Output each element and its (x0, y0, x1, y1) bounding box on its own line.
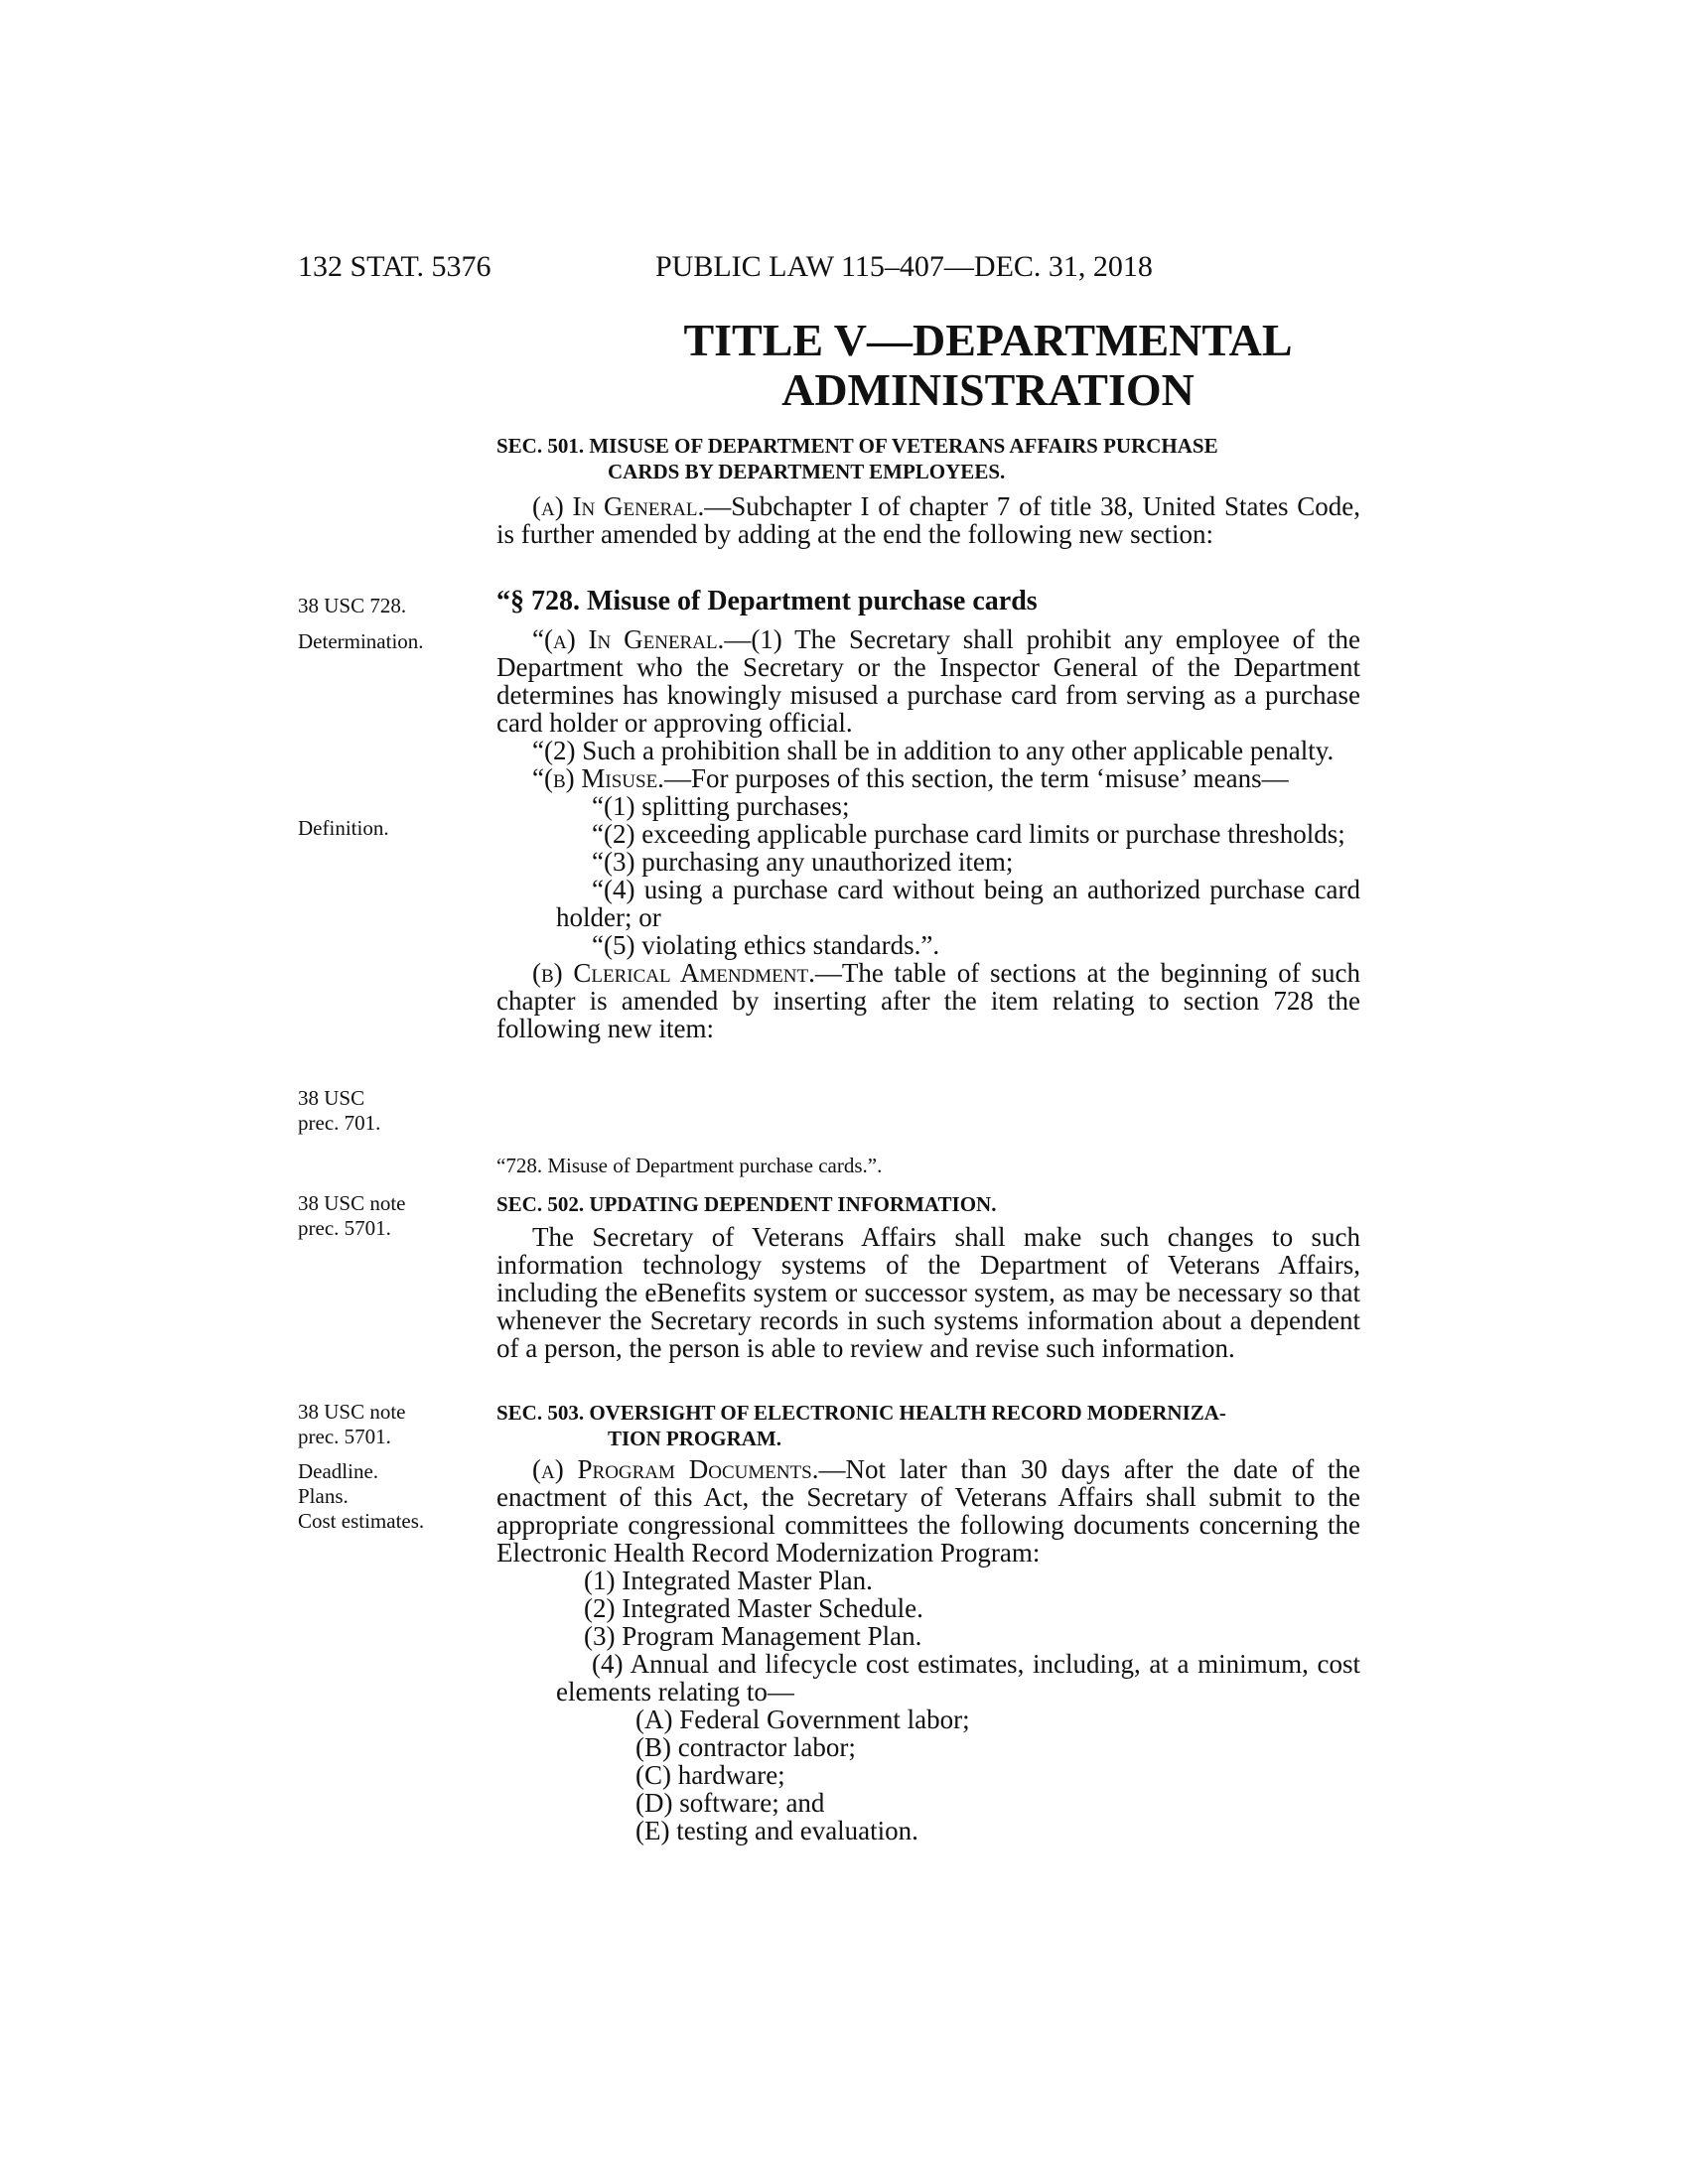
sec-501-heading-line-2: CARDS BY DEPARTMENT EMPLOYEES. (608, 460, 1006, 483)
title-line-1: TITLE V—DEPARTMENTAL (683, 315, 1293, 365)
cost-element-item: (D) software; and (635, 1788, 825, 1818)
margin-note-line: prec. 5701. (298, 1216, 391, 1240)
cost-element-item: (E) testing and evaluation. (635, 1816, 918, 1845)
program-documents-label: (a) Program Documents. (532, 1454, 819, 1484)
sec-503-body (496, 1455, 1360, 1844)
document-item: (2) Integrated Master Schedule. (584, 1593, 923, 1623)
document-item: (3) Program Management Plan. (584, 1621, 922, 1651)
section-728-heading: “§ 728. Misuse of Department purchase cards (496, 586, 1038, 616)
misuse-item: “(1) splitting purchases; (592, 791, 850, 821)
title-line-2: ADMINISTRATION (781, 364, 1195, 415)
margin-note-38-usc-note-sec503 (298, 1400, 467, 1449)
sec-503-heading-line-2: TION PROGRAM. (608, 1427, 781, 1450)
misuse-label: “(b) Misuse. (532, 763, 664, 793)
paragraph-text: —(1) The Secretary shall prohibit any employee of the Department who the Secretary or the Inspector General of the Department determines has knowingly misused a purchase card from serving as a purchase card holder or approving official. (496, 624, 1360, 738)
sec-502-body (496, 1223, 1360, 1362)
title-heading (496, 316, 1479, 415)
cost-element-item: (C) hardware; (635, 1760, 785, 1790)
margin-note-deadline-plans-cost (298, 1459, 467, 1534)
misuse-item: “(3) purchasing any unauthorized item; (592, 847, 1014, 877)
margin-note-definition: Definition. (298, 816, 389, 840)
subsection-text: —Subchapter I of chapter 7 of title 38, United States Code, is further amended by adding at the end the following new section: (496, 491, 1360, 549)
sec-503-heading-line-1: SEC. 503. OVERSIGHT OF ELECTRONIC HEALTH RECORD MODERNIZA- (496, 1401, 1226, 1425)
paragraph-label: “(a) In General. (532, 624, 725, 654)
sec-501-heading (496, 433, 1370, 484)
margin-note-38-usc-note-sec502 (298, 1191, 467, 1241)
sec-503-heading (496, 1400, 1370, 1451)
sec-501-heading-line-1: SEC. 501. MISUSE OF DEPARTMENT OF VETERANS AFFAIRS PURCHASE (496, 434, 1218, 458)
margin-note-38-usc-prec-701 (298, 1086, 467, 1136)
margin-note-line: Deadline. (298, 1459, 379, 1483)
margin-note-line: Cost estimates. (298, 1509, 425, 1533)
section-728-body (496, 625, 1360, 1042)
margin-note-38-usc-728: 38 USC 728. (298, 594, 407, 617)
margin-note-line: prec. 701. (298, 1111, 381, 1135)
sec-502-heading (496, 1191, 1370, 1217)
sec-501-subsection-a (496, 492, 1360, 548)
margin-note-determination: Determination. (298, 629, 424, 653)
margin-note-line: prec. 5701. (298, 1425, 391, 1448)
public-law-header: PUBLIC LAW 115–407—DEC. 31, 2018 (655, 250, 1153, 283)
margin-note-line: 38 USC note (298, 1191, 406, 1215)
stat-page-number: 132 STAT. 5376 (298, 250, 492, 283)
misuse-item: “(2) exceeding applicable purchase card limits or purchase thresholds; (592, 819, 1345, 849)
cost-element-item: (B) contractor labor; (635, 1732, 856, 1762)
margin-note-line: Plans. (298, 1484, 349, 1508)
document-item: (4) Annual and lifecycle cost estimates, including, at a minimum, cost elements relating to— (556, 1649, 1360, 1706)
sec-502-text: The Secretary of Veterans Affairs shall make such changes to such information technology systems of the Department of Veterans Affairs, including the eBenefits system or successor system, as may be necessary so that whenever the Secretary records in such systems information about a dependent of a person, the person is able to review and revise such information. (496, 1222, 1360, 1363)
cost-element-item: (A) Federal Government labor; (635, 1705, 970, 1734)
margin-note-line: 38 USC (298, 1086, 365, 1110)
table-of-sections-item: “728. Misuse of Department purchase cards.”. (496, 1154, 883, 1177)
clerical-amendment-label: (b) Clerical Amendment. (532, 958, 815, 988)
program-documents-text: —Not later than 30 days after the date of the enactment of this Act, the Secretary of Veterans Affairs shall submit to the appropriate congressional committees the following documents concerning the Electronic Health Record Modernization Program: (496, 1454, 1360, 1568)
subsection-label: (a) In General. (532, 491, 705, 521)
paragraph-2: “(2) Such a prohibition shall be in addition to any other applicable penalty. (532, 736, 1335, 765)
clerical-amendment-text: —The table of sections at the beginning of such chapter is amended by inserting after the item relating to section 728 the following new item: (496, 958, 1360, 1043)
misuse-item: “(5) violating ethics standards.”. (592, 930, 940, 960)
misuse-item: “(4) using a purchase card without being an authorized purchase card holder; or (556, 875, 1360, 932)
misuse-text: —For purposes of this section, the term ‘misuse’ means— (663, 763, 1289, 793)
margin-note-line: 38 USC note (298, 1400, 406, 1424)
document-item: (1) Integrated Master Plan. (584, 1566, 873, 1595)
sec-502-heading-line: SEC. 502. UPDATING DEPENDENT INFORMATION. (496, 1192, 997, 1216)
